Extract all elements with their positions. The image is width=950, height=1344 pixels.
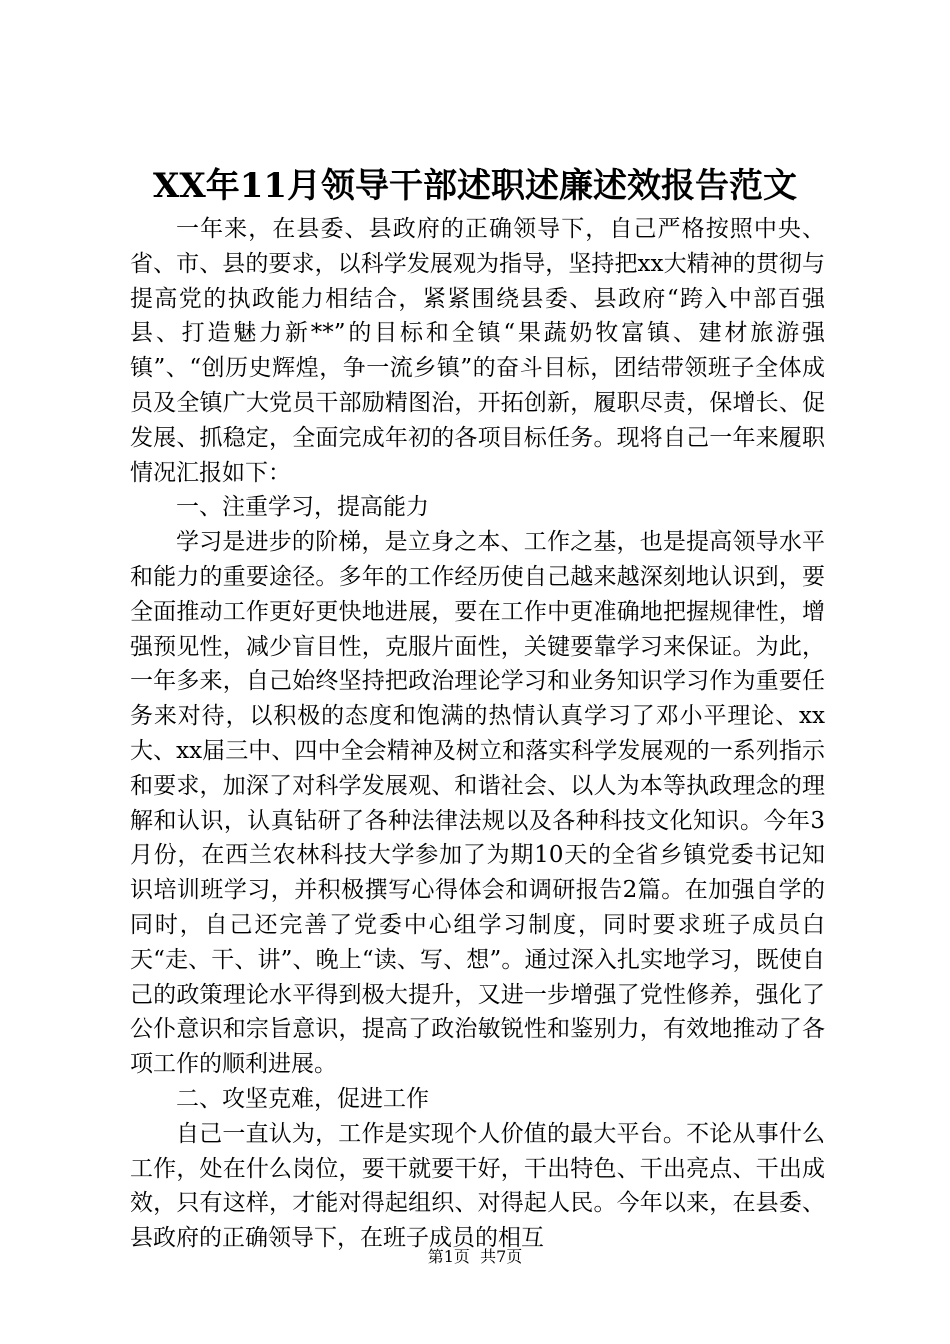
document-title: XX年11月领导干部述职述廉述效报告范文 <box>152 166 798 206</box>
paragraph-intro: 一年来，在县委、县政府的正确领导下，自己严格按照中央、省、市、县的要求，以科学发展观为指导，坚持把xx大精神的贯彻与提高党的执政能力相结合，紧紧围绕县委、县政府“跨入中部百强县、打造魅力新**”的目标和全镇“果蔬奶牧富镇、建材旅游强镇”、“创历史辉煌，争一流乡镇”的奋斗目标，团结带领班子全体成员及全镇广大党员干部励精图治，开拓创新，履职尽责，保增长、促发展、抓稳定，全面完成年初的各项目标任务。现将自己一年来履职情况汇报如下： <box>130 216 825 486</box>
page-footer <box>0 1246 950 1268</box>
section-heading-2: 二、攻坚克难，促进工作 <box>176 1085 429 1112</box>
document-body <box>130 212 825 1256</box>
page-number-label: 第1页 共7页 <box>427 1247 523 1266</box>
paragraph-study: 学习是进步的阶梯，是立身之本、工作之基，也是提高领导水平和能力的重要途径。多年的工作经历使自己越来越深刻地认识到，要全面推动工作更好更快地进展，要在工作中更准确地把握规律性，增强预见性，减少盲目性，克服片面性，关键要靠学习来保证。为此，一年多来，自己始终坚持把政治理论学习和业务知识学习作为重要任务来对待，以积极的态度和饱满的热情认真学习了邓小平理论、xx大、xx届三中、四中全会精神及树立和落实科学发展观的一系列指示和要求，加深了对科学发展观、和谐社会、以人为本等执政理念的理解和认识，认真钻研了各种法律法规以及各种科技文化知识。今年3月份，在西兰农林科技大学参加了为期10天的全省乡镇党委书记知识培训班学习，并积极撰写心得体会和调研报告2篇。在加强自学的同时，自己还完善了党委中心组学习制度，同时要求班子成员白天“走、干、讲”、晚上“读、写、想”。通过深入扎实地学习，既使自己的政策理论水平得到极大提升，又进一步增强了党性修养，强化了公仆意识和宗旨意识，提高了政治敏锐性和鉴别力，有效地推动了各项工作的顺利进展。 <box>130 529 825 1078</box>
paragraph-work: 自己一直认为，工作是实现个人价值的最大平台。不论从事什么工作，处在什么岗位，要干就要干好，干出特色、干出亮点、干出成效，只有这样，才能对得起组织、对得起人民。今年以来，在县委、县政府的正确领导下，在班子成员的相互 <box>130 1120 825 1252</box>
section-heading-1: 一、注重学习，提高能力 <box>176 494 429 521</box>
